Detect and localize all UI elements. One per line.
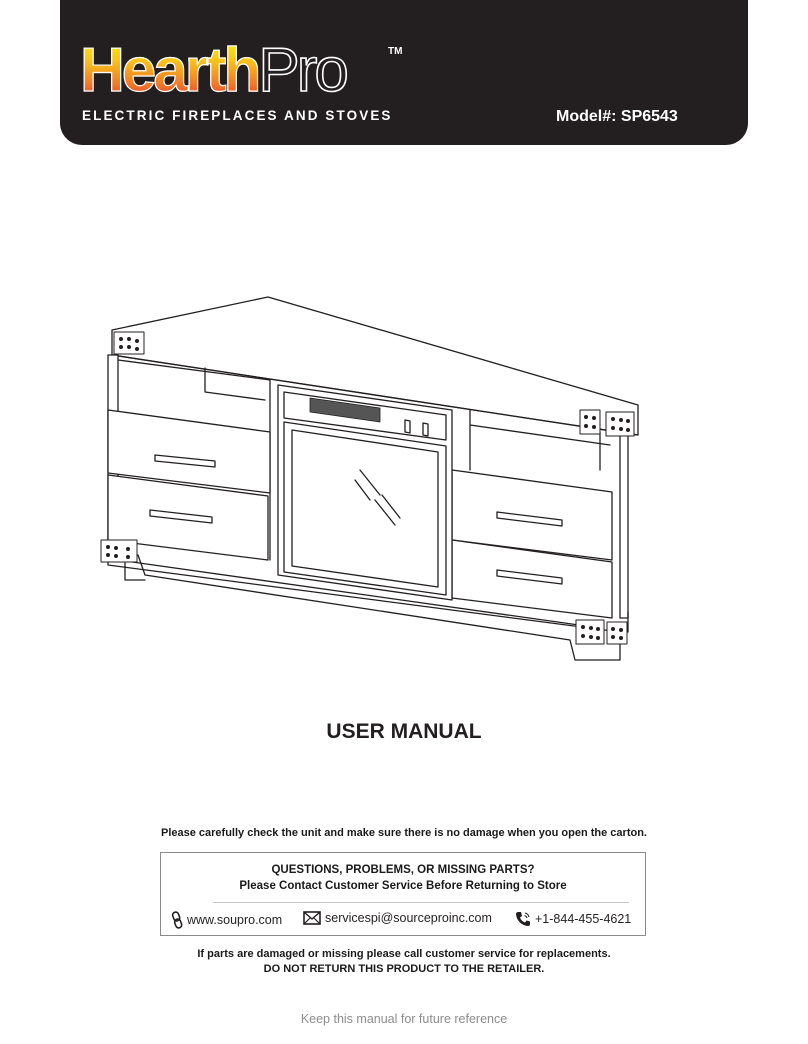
phone-number[interactable]: +1-844-455-4621	[535, 912, 632, 926]
phone-icon	[515, 911, 531, 927]
email-link[interactable]: servicespi@sourceproinc.com	[325, 911, 492, 925]
damage-check-warning: Please carefully check the unit and make sure there is no damage when you open the carton.	[161, 827, 647, 839]
tv-stand-fireplace-illustration	[95, 295, 640, 665]
model-number: Model#: SP6543	[556, 108, 678, 125]
website-contact[interactable]	[171, 911, 282, 929]
brand-logo	[80, 36, 346, 105]
footer-note: Keep this manual for future reference	[300, 1012, 508, 1026]
trademark-symbol: TM	[388, 46, 403, 57]
page-title: USER MANUAL	[326, 720, 482, 743]
contact-question: QUESTIONS, PROBLEMS, OR MISSING PARTS?	[271, 864, 535, 876]
link-icon	[171, 911, 183, 929]
brand-logo-pro: Pro	[258, 36, 346, 105]
envelope-icon	[303, 911, 321, 925]
brand-logo-hearth: Hearth	[80, 36, 259, 105]
contact-instruction: Please Contact Customer Service Before Returning to Store	[239, 880, 567, 892]
phone-contact[interactable]	[515, 911, 631, 927]
brand-tagline: ELECTRIC FIREPLACES AND STOVES	[82, 108, 393, 123]
website-link[interactable]: www.soupro.com	[187, 913, 283, 927]
divider	[213, 902, 629, 903]
replacement-note: If parts are damaged or missing please call customer service for replacements.	[197, 948, 611, 960]
contact-box	[160, 852, 646, 936]
email-contact[interactable]	[303, 911, 492, 925]
do-not-return-note: DO NOT RETURN THIS PRODUCT TO THE RETAILER.	[263, 963, 545, 975]
